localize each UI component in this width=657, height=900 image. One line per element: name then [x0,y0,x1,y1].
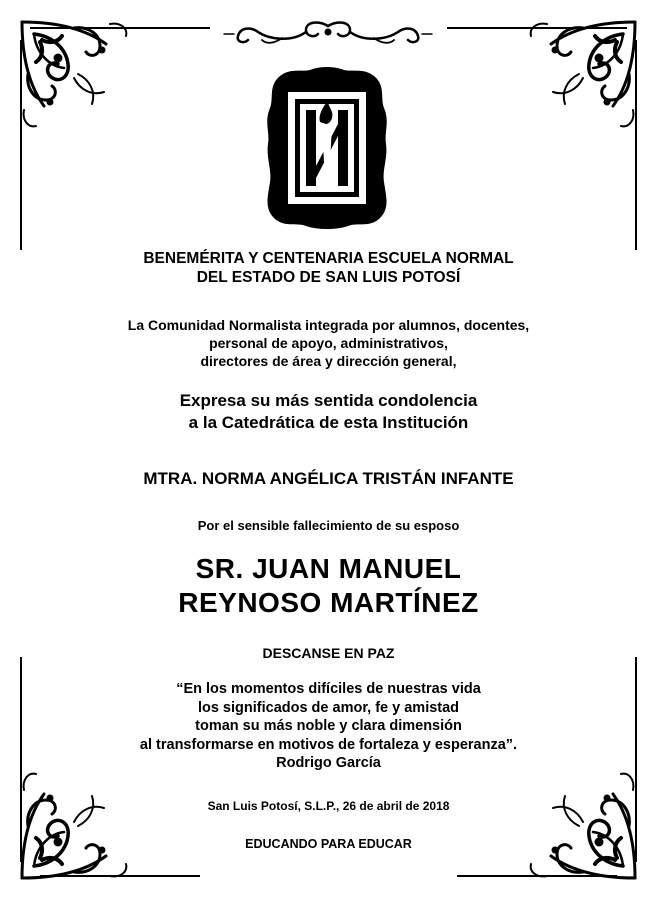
community-line: personal de apoyo, administrativos, [209,335,448,351]
ornamental-corner-icon [513,14,643,144]
quote-line: “En los momentos difíciles de nuestras vida [176,681,481,697]
quote-line: al transformarse en motivos de fortaleza y esperanza”. [139,736,518,753]
quote-line: toman su más noble y clara dimensión [195,718,462,734]
quote-block [0,680,657,773]
condolence-line: Expresa su más sentida condolencia [179,391,478,410]
motto: EDUCANDO PARA EDUCAR [245,837,412,851]
ornamental-corner-icon [14,756,144,886]
scroll-flourish-icon [222,18,434,48]
reason-line: Por el sensible fallecimiento de su esposo [197,518,460,533]
community-paragraph [0,316,657,370]
institution-line: BENEMÉRITA Y CENTENARIA ESCUELA NORMAL [143,250,514,267]
teacher-name: MTRA. NORMA ANGÉLICA TRISTÁN INFANTE [143,469,514,488]
torch-crest-logo [262,66,392,230]
ornamental-corner-icon [14,14,144,144]
deceased-line: SR. JUAN MANUEL [195,553,462,584]
ornamental-corner-icon [513,756,643,886]
institution-name [0,249,657,287]
rest-in-peace: DESCANSE EN PAZ [262,645,395,661]
quote-line: los significados de amor, fe y amistad [197,699,460,716]
community-line: La Comunidad Normalista integrada por alumnos, docentes, [127,317,530,333]
condolence-line: a la Catedrática de esta Institución [188,413,469,432]
deceased-line: REYNOSO MARTÍNEZ [178,587,479,618]
quote-author: Rodrigo García [276,755,381,771]
condolence-statement [0,390,657,434]
place-date: San Luis Potosí, S.L.P., 26 de abril de 2018 [207,799,450,813]
institution-line: DEL ESTADO DE SAN LUIS POTOSÍ [196,269,461,286]
deceased-name [0,552,657,620]
community-line: directores de área y dirección general, [200,353,457,369]
